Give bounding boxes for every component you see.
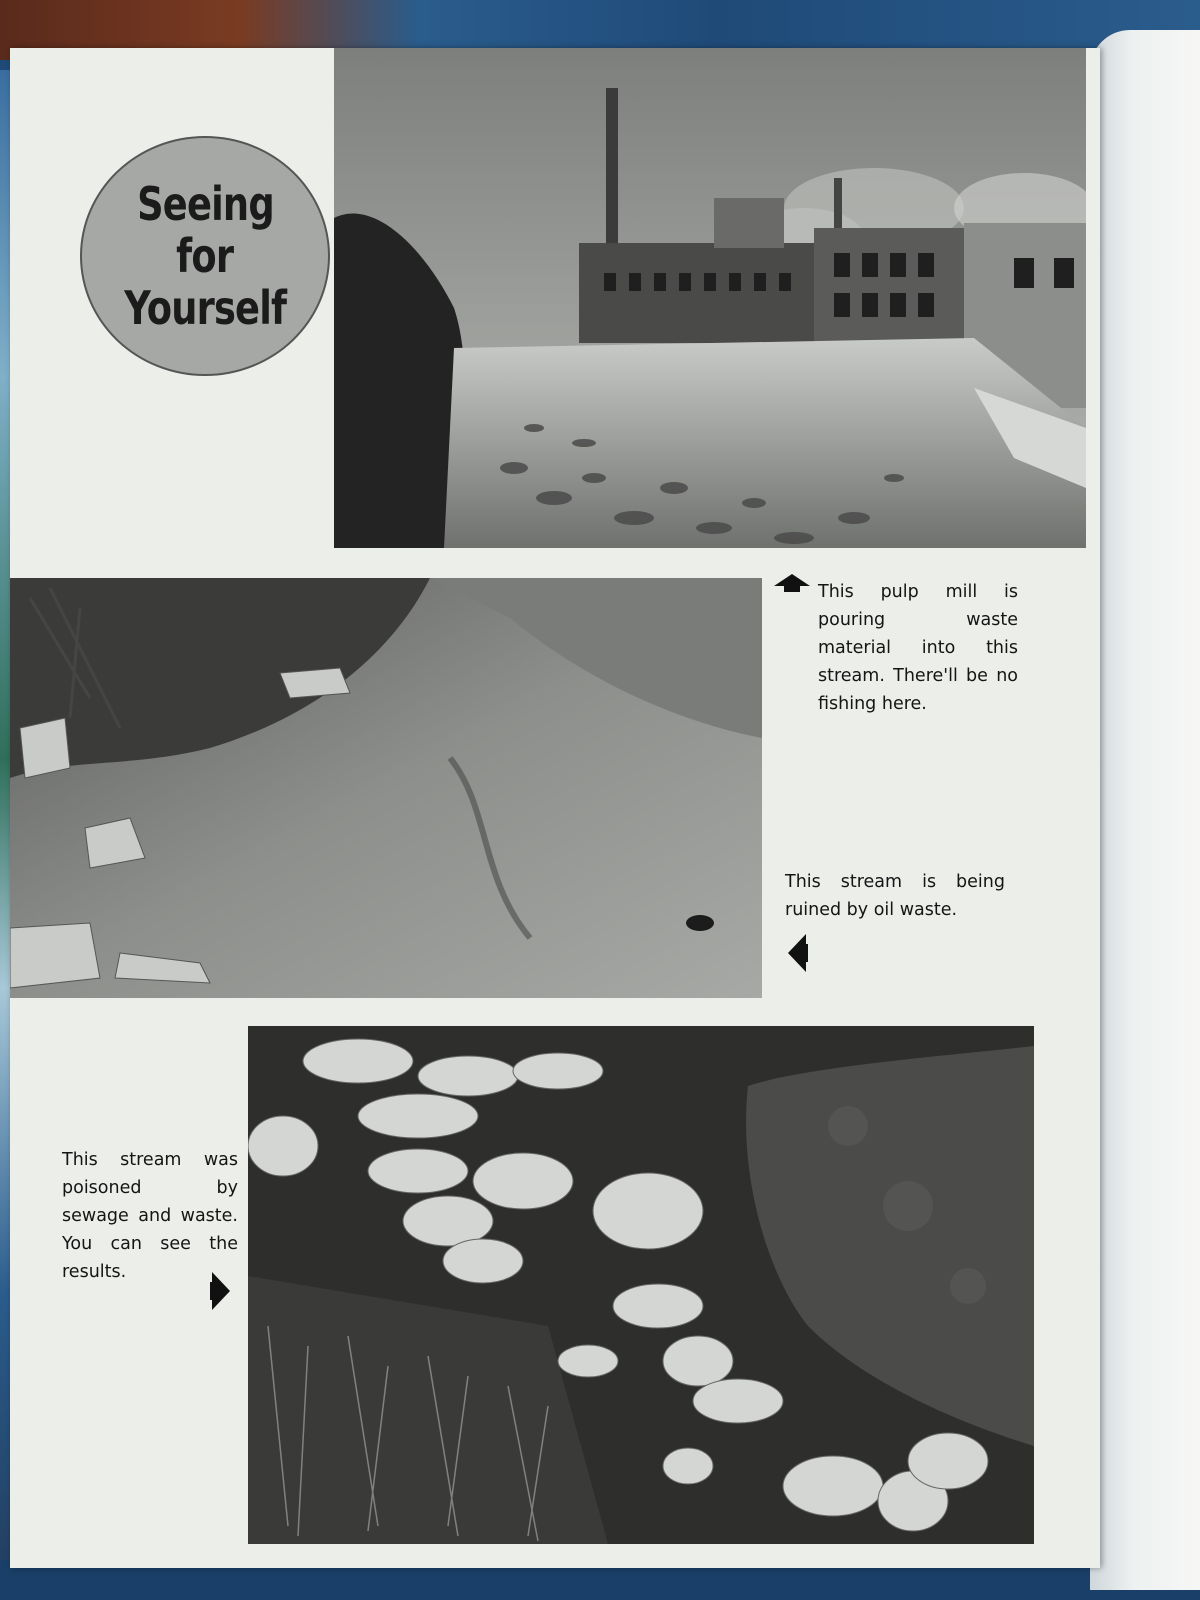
title-line-1: Seeing <box>136 177 274 231</box>
arrow-right-icon <box>208 1270 232 1312</box>
pulp-mill-photo <box>334 48 1086 548</box>
pulp-mill-caption: This pulp mill is pouring waste material into this stream. There'll be no fishing here. <box>818 582 1018 714</box>
oil-waste-caption: This stream is being ruined by oil waste. <box>785 872 1005 920</box>
facing-page <box>1090 30 1200 1590</box>
arrow-left-icon <box>786 932 810 974</box>
title-line-2: for <box>176 229 234 283</box>
dead-fish-photo <box>248 1026 1034 1544</box>
arrow-up-icon <box>772 572 812 594</box>
title-line-3: Yourself <box>123 281 286 335</box>
title-badge <box>80 136 330 376</box>
oil-waste-photo <box>10 578 762 998</box>
book-page <box>10 48 1100 1568</box>
sewage-caption: This stream was poisoned by sewage and waste. You can see the results. <box>62 1150 238 1282</box>
